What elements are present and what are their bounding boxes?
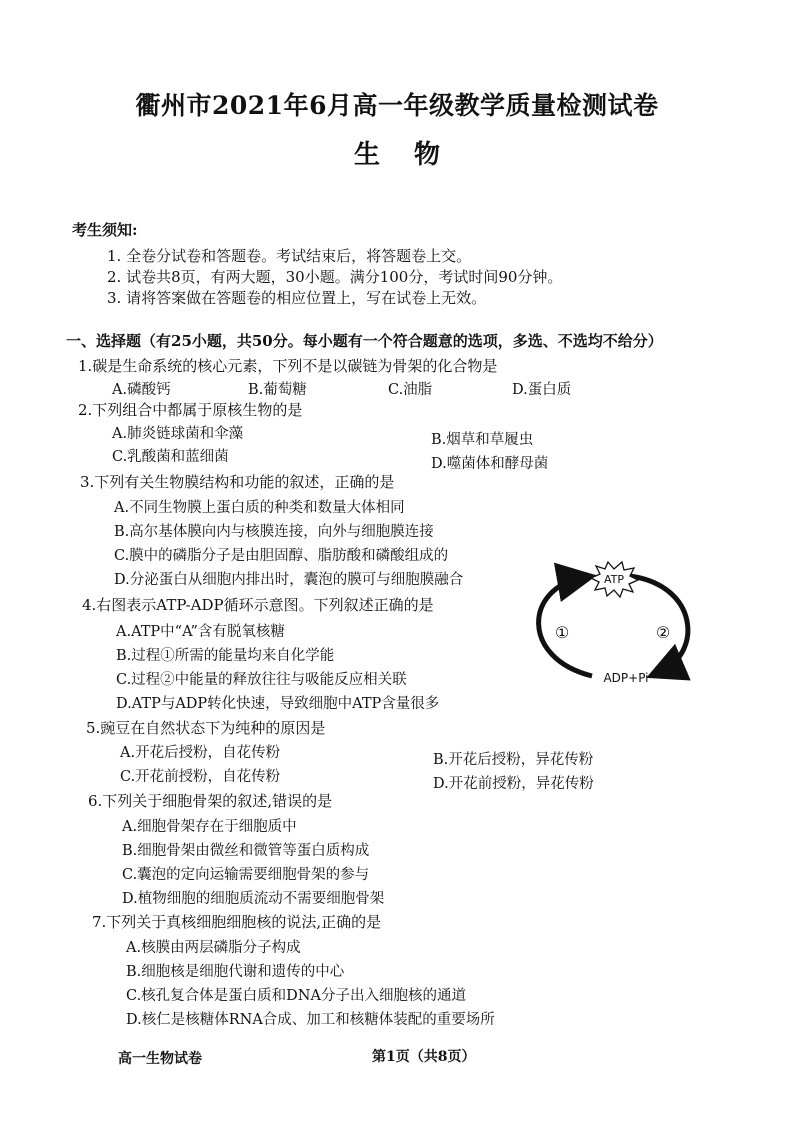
atp-label: ATP xyxy=(603,573,625,586)
adp-pi-label: ADP+Pi xyxy=(603,671,649,685)
notice-heading: 考生须知: xyxy=(72,221,138,239)
question-option: C.核孔复合体是蛋白质和DNA分子出入细胞核的通道 xyxy=(126,988,466,1004)
subject-title: 生物 xyxy=(353,140,474,170)
question-stem: 6.下列关于细胞骨架的叙述,错误的是 xyxy=(88,792,333,810)
question-option: C.乳酸菌和蓝细菌 xyxy=(112,449,229,465)
question-option: A.细胞骨架存在于细胞质中 xyxy=(122,819,297,835)
question-stem: 4.右图表示ATP-ADP循环示意图。下列叙述正确的是 xyxy=(82,596,434,614)
question-option: C.过程②中能量的释放往往与吸能反应相关联 xyxy=(116,672,407,688)
question-option: C.囊泡的定向运输需要细胞骨架的参与 xyxy=(122,867,370,883)
question-option: A.核膜由两层磷脂分子构成 xyxy=(126,940,301,956)
question-option: B.细胞骨架由微丝和微管等蛋白质构成 xyxy=(122,843,370,859)
question-option: D.噬菌体和酵母菌 xyxy=(431,456,549,472)
question-option: C.开花前授粉，自花传粉 xyxy=(120,769,281,785)
question-option: D.核仁是核糖体RNA合成、加工和核糖体装配的重要场所 xyxy=(126,1012,495,1028)
question-stem: 1.碳是生命系统的核心元素，下列不是以碳链为骨架的化合物是 xyxy=(78,357,498,375)
question-option: D.植物细胞的细胞质流动不需要细胞骨架 xyxy=(122,891,385,907)
question-option: D.分泌蛋白从细胞内排出时，囊泡的膜可与细胞膜融合 xyxy=(114,572,464,588)
atp-cycle-svg xyxy=(530,558,700,698)
section-heading: 一、选择题（有25小题，共50分。每小题有一个符合题意的选项，多选、不选均不给分） xyxy=(66,332,663,350)
question-option: A.肺炎链球菌和伞藻 xyxy=(112,426,244,442)
question-option: A.开花后授粉，自花传粉 xyxy=(120,745,281,761)
question-option: C.油脂 xyxy=(388,382,433,398)
question-stem: 7.下列关于真核细胞细胞核的说法,正确的是 xyxy=(92,913,382,931)
question-stem: 5.豌豆在自然状态下为纯种的原因是 xyxy=(86,719,326,737)
question-option: B.高尔基体膜向内与核膜连接，向外与细胞膜连接 xyxy=(114,524,434,540)
exam-title: 衢州市2021年6月高一年级教学质量检测试卷 xyxy=(135,91,659,120)
process-1-label: ① xyxy=(554,623,570,642)
atp-adp-cycle-diagram xyxy=(530,558,700,698)
question-option: D.蛋白质 xyxy=(512,382,572,398)
footer-page-number: 第1页（共8页） xyxy=(372,1049,476,1065)
question-option: A.ATP中“A”含有脱氧核糖 xyxy=(116,624,285,640)
question-option: B.细胞核是细胞代谢和遗传的中心 xyxy=(126,964,345,980)
question-option: B.过程①所需的能量均来自化学能 xyxy=(116,648,335,664)
question-option: D.ATP与ADP转化快速，导致细胞中ATP含量很多 xyxy=(116,696,440,712)
question-stem: 3.下列有关生物膜结构和功能的叙述，正确的是 xyxy=(80,473,395,491)
notice-item: 3. 请将答案做在答题卷的相应位置上，写在试卷上无效。 xyxy=(107,289,487,307)
notice-item: 1. 全卷分试卷和答题卷。考试结束后，将答题卷上交。 xyxy=(107,247,472,265)
question-option: B.开花后授粉，异花传粉 xyxy=(433,752,594,768)
question-option: B.葡萄糖 xyxy=(248,382,307,398)
question-option: A.不同生物膜上蛋白质的种类和数量大体相同 xyxy=(114,500,405,516)
question-option: B.烟草和草履虫 xyxy=(431,432,534,448)
process-2-label: ② xyxy=(655,623,671,642)
notice-item: 2. 试卷共8页，有两大题，30小题。满分100分，考试时间90分钟。 xyxy=(107,268,563,286)
question-option: A.磷酸钙 xyxy=(112,382,171,398)
question-stem: 2.下列组合中都属于原核生物的是 xyxy=(78,401,303,419)
question-option: D.开花前授粉，异花传粉 xyxy=(433,776,594,792)
question-option: C.膜中的磷脂分子是由胆固醇、脂肪酸和磷酸组成的 xyxy=(114,548,449,564)
footer-paper-name: 高一生物试卷 xyxy=(118,1051,202,1067)
